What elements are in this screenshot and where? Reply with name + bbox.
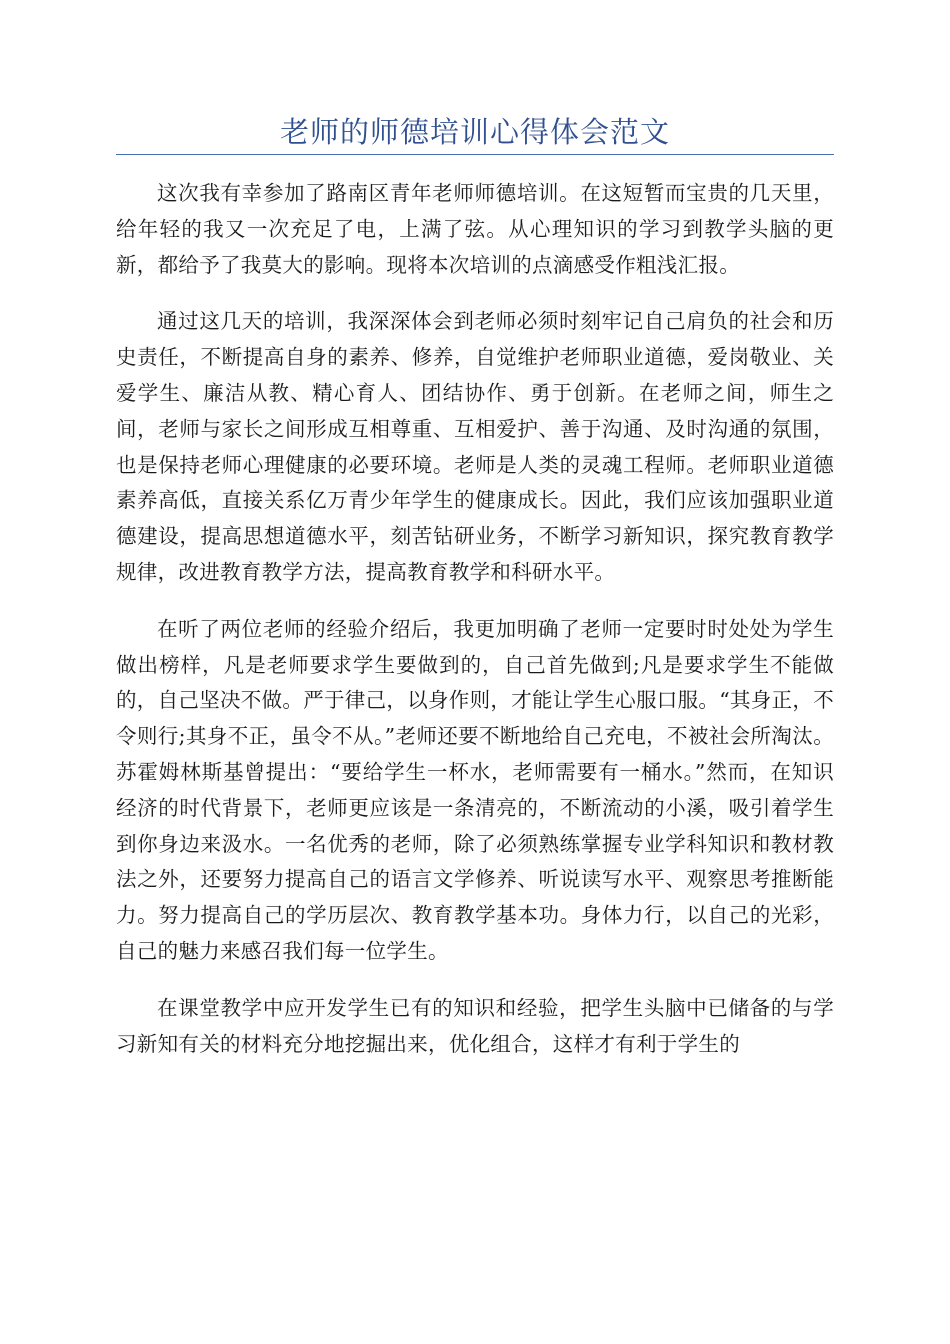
- paragraph-3: 在听了两位老师的经验介绍后，我更加明确了老师一定要时时处处为学生做出榜样，凡是老师要求学生要做到的，自己首先做到;凡是要求学生不能做的，自己坚决不做。严于律己，以身作则，才能让学生心服口服。“其身正，不令则行;其身不正，虽令不从。”老师还要不断地给自己充电，不被社会所淘汰。苏霍姆林斯基曾提出：“要给学生一杯水，老师需要有一桶水。”然而，在知识经济的时代背景下，老师更应该是一条清亮的，不断流动的小溪，吸引着学生到你身边来汲水。一名优秀的老师，除了必须熟练掌握专业学科知识和教材教法之外，还要努力提高自己的语言文学修养、听说读写水平、观察思考推断能力。努力提高自己的学历层次、教育教学基本功。身体力行，以自己的光彩，自己的魅力来感召我们每一位学生。: [116, 616, 834, 963]
- paragraph-1: 这次我有幸参加了路南区青年老师师德培训。在这短暂而宝贵的几天里，给年轻的我又一次充足了电，上满了弦。从心理知识的学习到教学头脑的更新，都给予了我莫大的影响。现将本次培训的点滴感受作粗浅汇报。: [116, 181, 834, 277]
- paragraph-4: 在课堂教学中应开发学生已有的知识和经验，把学生头脑中已储备的与学习新知有关的材料充分地挖掘出来，优化组合，这样才有利于学生的: [116, 995, 834, 1056]
- document-body: [116, 176, 834, 1083]
- paragraph-2: 通过这几天的培训，我深深体会到老师必须时刻牢记自己肩负的社会和历史责任，不断提高自身的素养、修养，自觉维护老师职业道德，爱岗敬业、关爱学生、廉洁从教、精心育人、团结协作、勇于创新。在老师之间，师生之间，老师与家长之间形成互相尊重、互相爱护、善于沟通、及时沟通的氛围，也是保持老师心理健康的必要环境。老师是人类的灵魂工程师。老师职业道德素养高低，直接关系亿万青少年学生的健康成长。因此，我们应该加强职业道德建设，提高思想道德水平，刻苦钻研业务，不断学习新知识，探究教育教学规律，改进教育教学方法，提高教育教学和科研水平。: [116, 309, 834, 584]
- document-title: 老师的师德培训心得体会范文: [279, 115, 670, 149]
- title-underline-divider: [116, 154, 834, 155]
